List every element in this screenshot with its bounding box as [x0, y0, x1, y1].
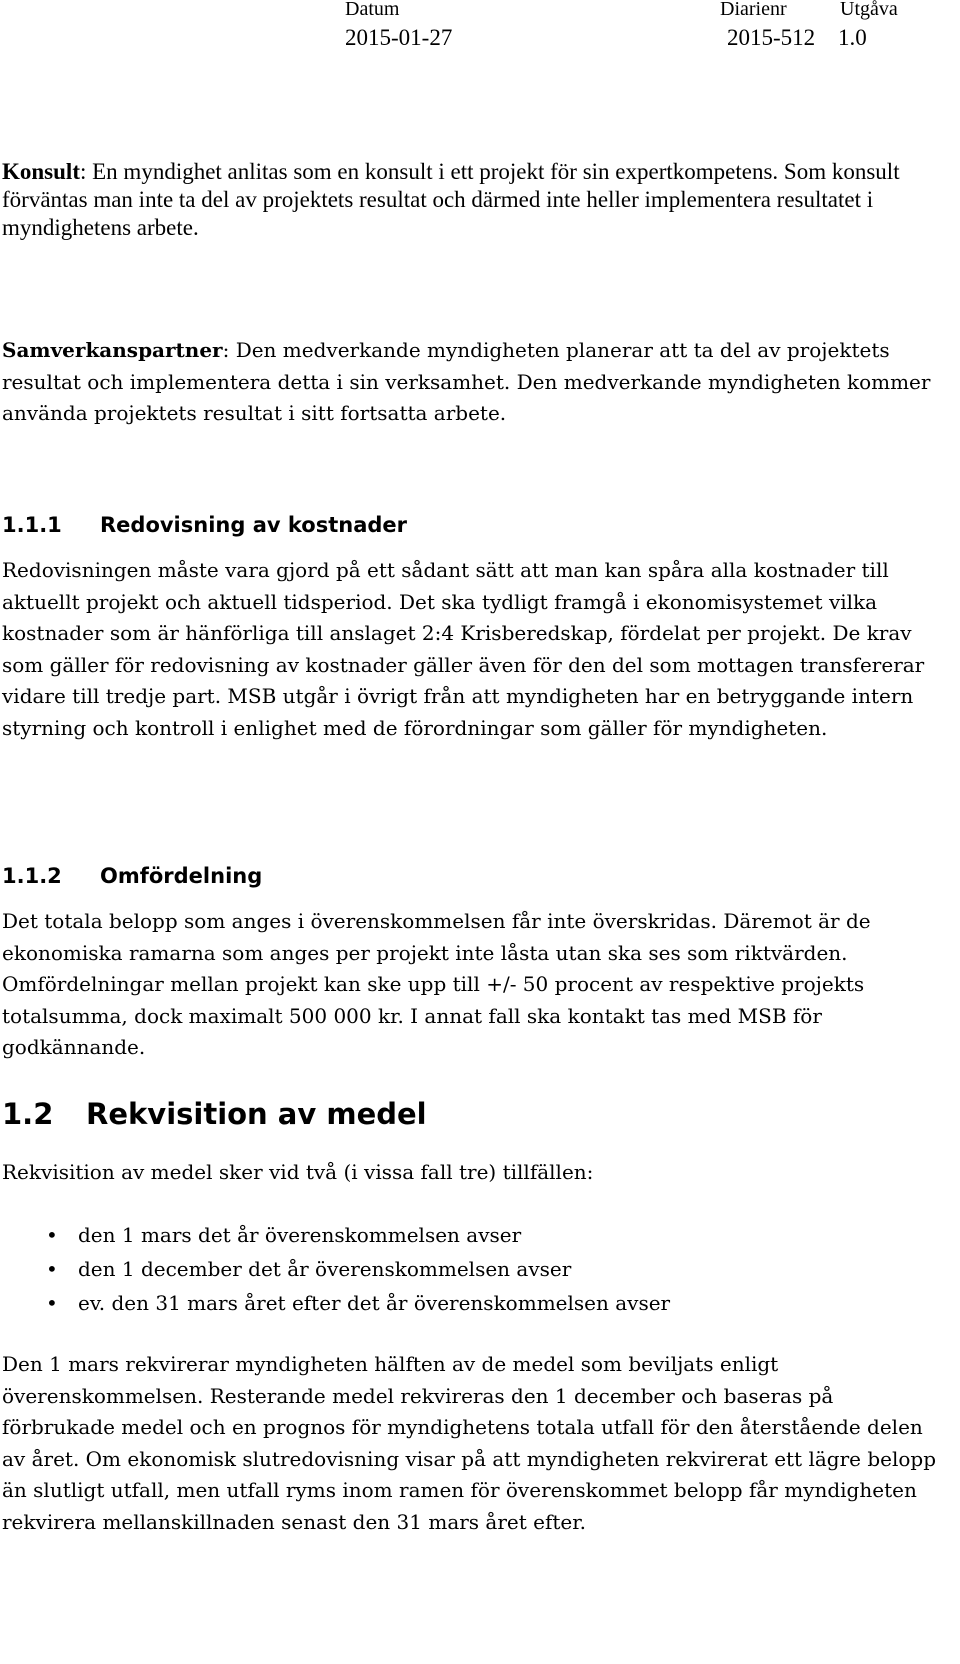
partner-term: Samverkanspartner: [2, 338, 223, 362]
consultant-text: : En myndighet anlitas som en konsult i ett projekt för sin expertkompetens. Som konsult förväntas man inte ta del av projektets resultat och därmed inte heller implementera resultatet i myndighetens arbete.: [2, 159, 900, 240]
consultant-term: Konsult: [2, 159, 80, 184]
partner-text: : Den medverkande myndigheten planerar att ta del av projektets resultat och implementera detta i sin verksamhet. Den medverkande myndigheten kommer använda projektets resultat i sitt fortsatta arbete.: [2, 338, 931, 425]
bullet-icon: •: [46, 1223, 58, 1247]
edition-label: Utgåva: [840, 0, 898, 20]
section-number: 1.1.2: [2, 864, 62, 888]
redovisning-paragraph: Redovisningen måste vara gjord på ett sådant sätt att man kan spåra alla kostnader till aktuellt projekt och aktuell tidsperiod. Det ska tydligt framgå i ekonomisystemet vilka kostnader som är hänförliga till anslaget 2:4 Krisberedskap, fördelat per projekt. De krav som gäller för redovisning av kostnader gäller även för den del som mottagen transfererar vidare till tredje part. MSB utgår i övrigt från att myndigheten har en betryggande intern styrning och kontroll i enlighet med de förordningar som gäller för myndigheten.: [2, 558, 925, 740]
rekvisition-paragraph: Den 1 mars rekvirerar myndigheten hälften av de medel som beviljats enligt överenskommelsen. Resterande medel rekvireras den 1 december och baseras på förbrukade medel och en prognos för myndighetens totala utfall för den återstående delen av året. Om ekonomisk slutredovisning visar på att myndigheten rekvirerat ett lägre belopp än slutligt utfall, men utfall ryms inom ramen för överenskommet belopp får myndigheten rekvirera mellanskillnaden senast den 31 mars året efter.: [2, 1352, 937, 1534]
registration-label: Diarienr: [720, 0, 787, 20]
rekvisition-dates-list: [2, 1218, 942, 1320]
list-item: • den 1 mars det år överenskommelsen avser: [2, 1218, 942, 1252]
omfordelning-paragraph: Det totala belopp som anges i överenskommelsen får inte överskridas. Däremot är de ekonomiska ramarna som anges per projekt inte låsta utan ska ses som riktvärden. Omfördelningar mellan projekt kan ske upp till +/- 50 procent av respektive projekts totalsumma, dock maximalt 500 000 kr. I annat fall ska kontakt tas med MSB för godkännande.: [2, 909, 871, 1059]
list-item: • ev. den 31 mars året efter det år överenskommelsen avser: [2, 1286, 942, 1320]
section-title: Redovisning av kostnader: [100, 513, 407, 537]
list-item: • den 1 december det år överenskommelsen avser: [2, 1252, 942, 1286]
section-title: Omfördelning: [100, 864, 263, 888]
section-title: Rekvisition av medel: [86, 1097, 427, 1131]
document-header: [0, 0, 960, 60]
date-value: 2015-01-27: [345, 25, 453, 50]
bullet-icon: •: [46, 1291, 58, 1315]
registration-value: 2015-512: [727, 25, 816, 50]
consultant-definition: [2, 158, 942, 242]
partner-definition: [2, 335, 942, 430]
bullet-icon: •: [46, 1257, 58, 1281]
rekvisition-intro: Rekvisition av medel sker vid två (i vissa fall tre) tillfällen:: [2, 1160, 594, 1184]
section-number: 1.2: [2, 1097, 54, 1131]
edition-value: 1.0: [838, 25, 867, 50]
date-label: Datum: [345, 0, 400, 20]
section-number: 1.1.1: [2, 513, 62, 537]
